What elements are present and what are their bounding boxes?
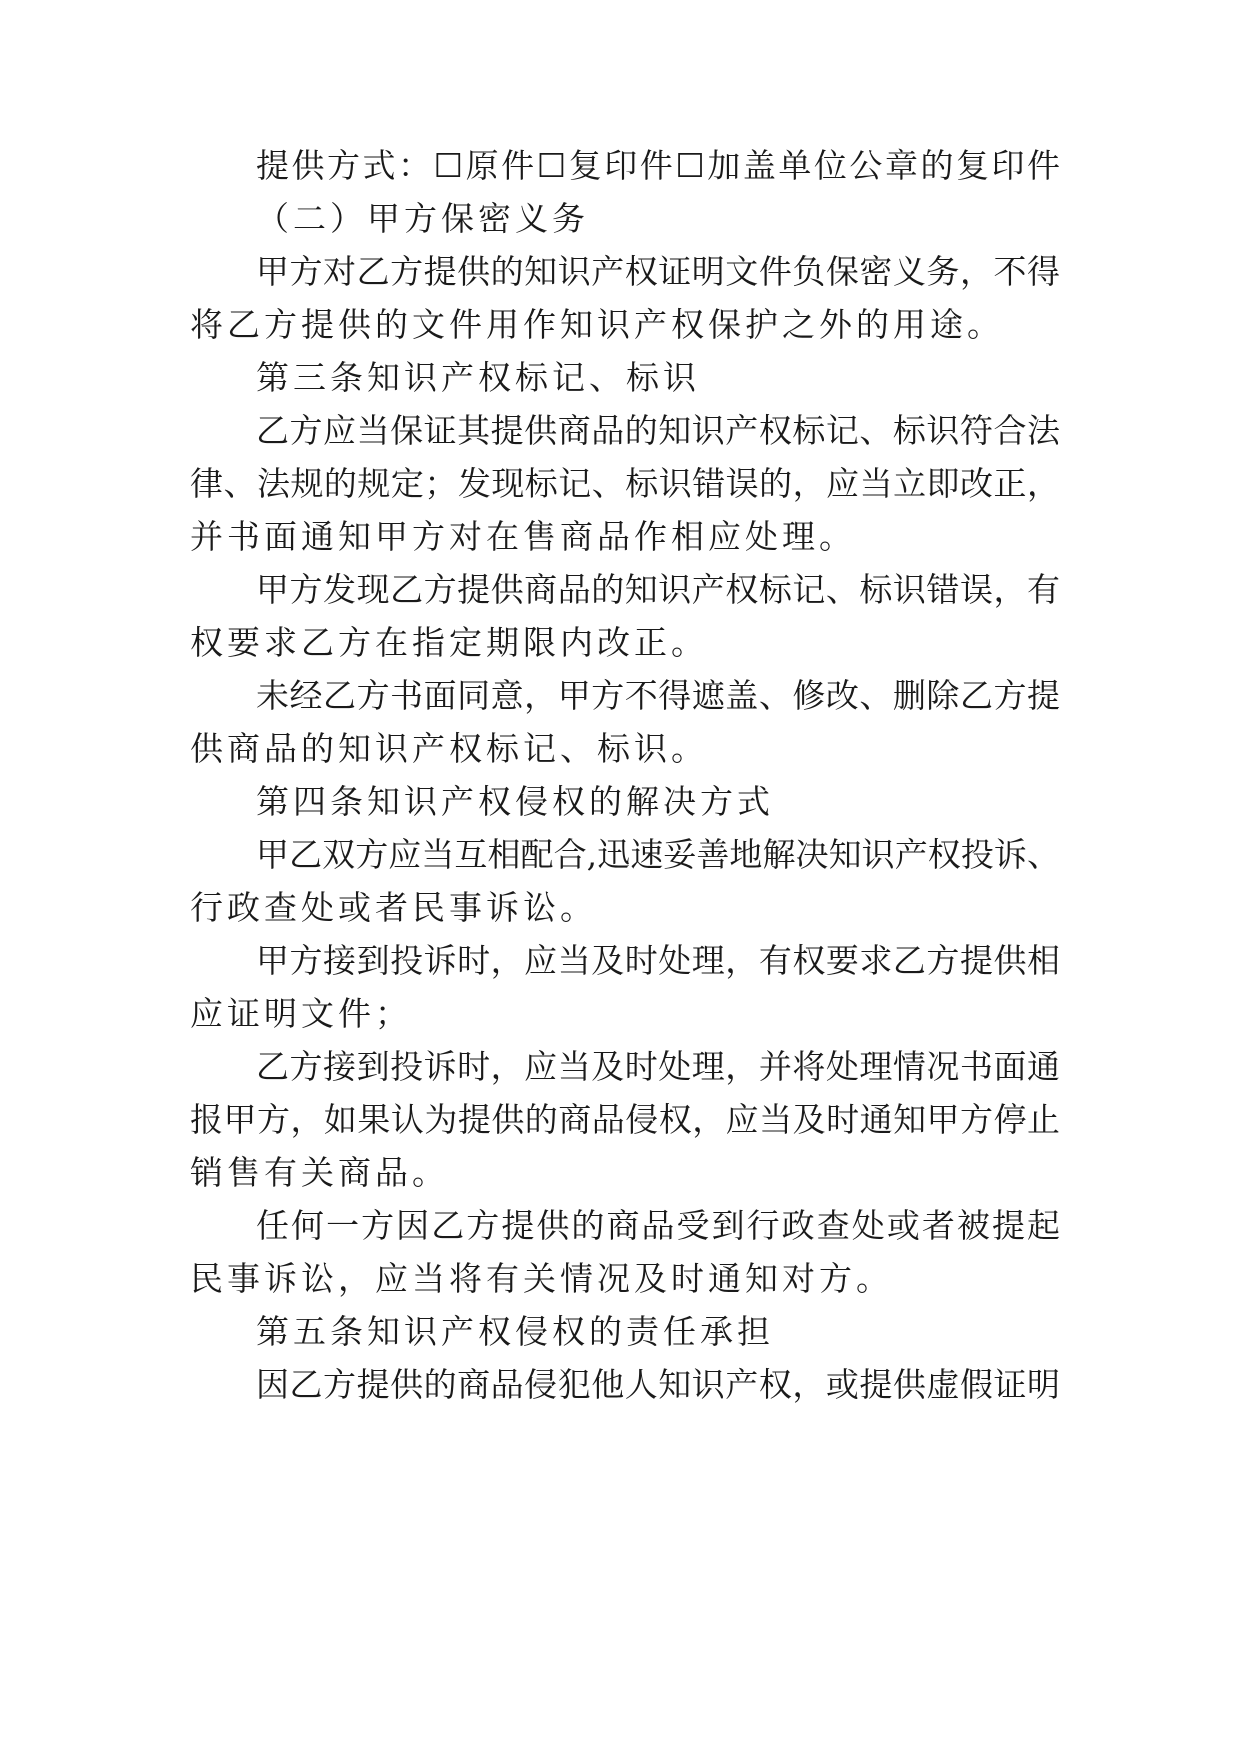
text-line: 任何一方因乙方提供的商品受到行政查处或者被提起 bbox=[256, 1206, 1060, 1245]
text-line: 供商品的知识产权标记、标识。 bbox=[190, 729, 708, 768]
text-line-provision-method: 提供方式：☐原件☐复印件☐加盖单位公章的复印件 bbox=[256, 146, 1060, 185]
text-line: 因乙方提供的商品侵犯他人知识产权，或提供虚假证明 bbox=[256, 1365, 1060, 1404]
text-line: 甲方对乙方提供的知识产权证明文件负保密义务，不得 bbox=[256, 252, 1060, 291]
text-line: 律、法规的规定；发现标记、标识错误的，应当立即改正， bbox=[190, 464, 1060, 503]
article-heading-5: 第五条知识产权侵权的责任承担 bbox=[256, 1312, 774, 1351]
text-line: 权要求乙方在指定期限内改正。 bbox=[190, 623, 708, 662]
text-line: 销售有关商品。 bbox=[190, 1153, 449, 1192]
article-heading-3: 第三条知识产权标记、标识 bbox=[256, 358, 700, 397]
text-line: 将乙方提供的文件用作知识产权保护之外的用途。 bbox=[190, 305, 1004, 344]
text-line: 未经乙方书面同意，甲方不得遮盖、修改、删除乙方提 bbox=[256, 676, 1060, 715]
text-line: 应证明文件； bbox=[190, 994, 412, 1033]
article-heading-4: 第四条知识产权侵权的解决方式 bbox=[256, 782, 774, 821]
text-line: 甲方接到投诉时，应当及时处理，有权要求乙方提供相 bbox=[256, 941, 1060, 980]
text-line: 甲乙双方应当互相配合,迅速妥善地解决知识产权投诉、 bbox=[256, 835, 1060, 874]
text-line: 乙方应当保证其提供商品的知识产权标记、标识符合法 bbox=[256, 411, 1060, 450]
text-line: 行政查处或者民事诉讼。 bbox=[190, 888, 597, 927]
text-line: 民事诉讼，应当将有关情况及时通知对方。 bbox=[190, 1259, 893, 1298]
text-line: 并书面通知甲方对在售商品作相应处理。 bbox=[190, 517, 856, 556]
text-line: 乙方接到投诉时，应当及时处理，并将处理情况书面通 bbox=[256, 1047, 1060, 1086]
text-line: 报甲方，如果认为提供的商品侵权，应当及时通知甲方停止 bbox=[190, 1100, 1060, 1139]
text-line: 甲方发现乙方提供商品的知识产权标记、标识错误，有 bbox=[256, 570, 1060, 609]
section-heading-confidentiality: （二）甲方保密义务 bbox=[256, 199, 589, 238]
